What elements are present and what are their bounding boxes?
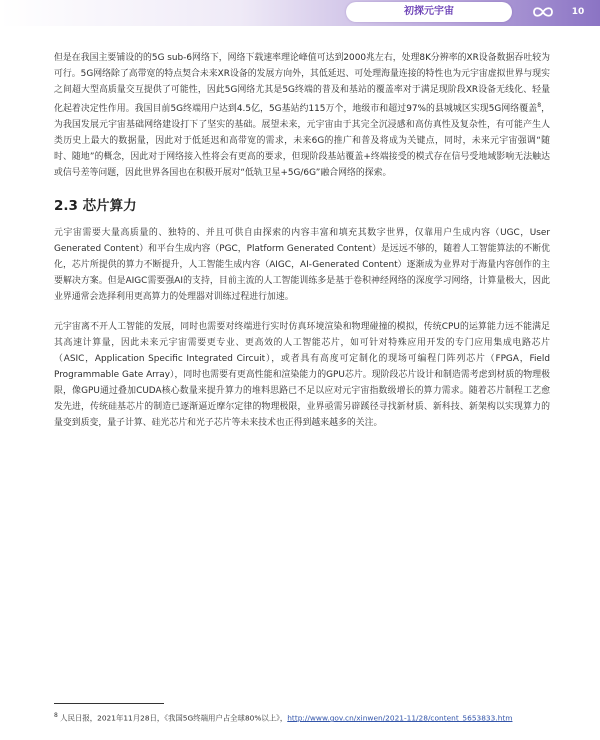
document-body: [54, 50, 550, 445]
paragraph-aigc: 元宇宙需要大量高质量的、独特的、并且可供自由探索的内容丰富和填充其数字世界，仅靠用户生成内容（UGC，User Generated Content）和平台生成内容（PGC，Platform Generated Content）是远远不够的，随着人工智能算法的不断优化，芯片所提供的算力不断提升，人工智能生成内容（AIGC，AI-Generated Content）逐渐成为业界对于海量内容创作的主要解决方案。但是AIGC需要强AI的支持，目前主流的人工智能训练多是基于卷积神经网络的深度学习网络，计算量极大，因此业界通常会选择利用更高算力的处理器对训练过程进行加速。: [54, 227, 550, 302]
footnote: $^8$ 人民日报，2021年11月28日，《我国5G终端用户占全球80%以上》，http://www.gov.cn/xinwen/2021-11/28/content_5653833.htm: [54, 712, 513, 723]
footnote-ref: 8: [537, 102, 542, 109]
header-title: 初探元宇宙: [404, 6, 454, 17]
infinity-logo-icon: [532, 5, 554, 19]
footnote-link[interactable]: http://www.gov.cn/xinwen/2021-11/28/content_5653833.htm: [287, 713, 513, 723]
paragraph-chips: 元宇宙离不开人工智能的发展，同时也需要对终端进行实时仿真环境渲染和物理碰撞的模拟，传统CPU的运算能力远不能满足其高速计算量，因此未来元宇宙需要更专业、更高效的人工智能芯片，如可针对特殊应用开发的专门应用集成电路芯片（ASIC，Application Specific Integrated Circuit），或者具有高度可定制化的现场可编程门阵列芯片（FPGA，Field Programmable Gate Array），同时也需要有更高性能和渲染能力的GPU芯片。现阶段芯片设计和制造需考虑到材质的物理极限，像GPU通过叠加CUDA核心数量来提升算力的堆料思路已不足以应对元宇宙指数级增长的算力需求。随着芯片制程工艺愈发先进，传统硅基芯片的制造已逐渐逼近摩尔定律的物理极限，业界亟需另辟蹊径寻找新材质、新科技、新架构以实现算力的量变到质变，量子计算、硅光芯片和光子芯片等未来技术也正得到越来越多的关注。: [54, 321, 550, 428]
section-title: 2.3 芯片算力: [54, 197, 137, 214]
page-number: 10: [571, 7, 585, 17]
footnote-divider: [54, 703, 164, 704]
paragraph-5g: 但是在我国主要铺设的的5G sub-6网络下，网络下载速率理论峰值可达到2000兆左右，处理8K分辨率的XR设备数据吞吐较为可行。5G网络除了高带宽的特点契合未来XR设备的发展方向外，其低延迟、可处理海量连接的特性也为元宇宙虚拟世界与现实之间超大型高质量交互提供了可能性，因此5G网络尤其是5G终端的普及和基站的覆盖率对于满足现阶段XR设备无线化、轻量化起着决定性作用。我国目前5G终端用户达到4.5亿，5G基站约115万个，地级市和超过97%的县城城区实现5G网络覆盖$^8$，为我国发展元宇宙基础网络建设打下了坚实的基础。展望未来，元宇宙由于其完全沉浸感和高仿真性及复杂性，有可能产生人类历史上最大的数据量，因此对于低延迟和高带宽的需求，未来6G的推广和普及将成为关键点，同时，未来元宇宙强调“随时、随地”的概念，因此对于网络接入性将会有更高的要求，但现阶段基站覆盖+终端接受的模式存在信号受地域影响无法触达或信号差等问题，因此世界各国也在积极开展对“低轨卫星+5G/6G”融合网络的探索。: [54, 53, 550, 178]
